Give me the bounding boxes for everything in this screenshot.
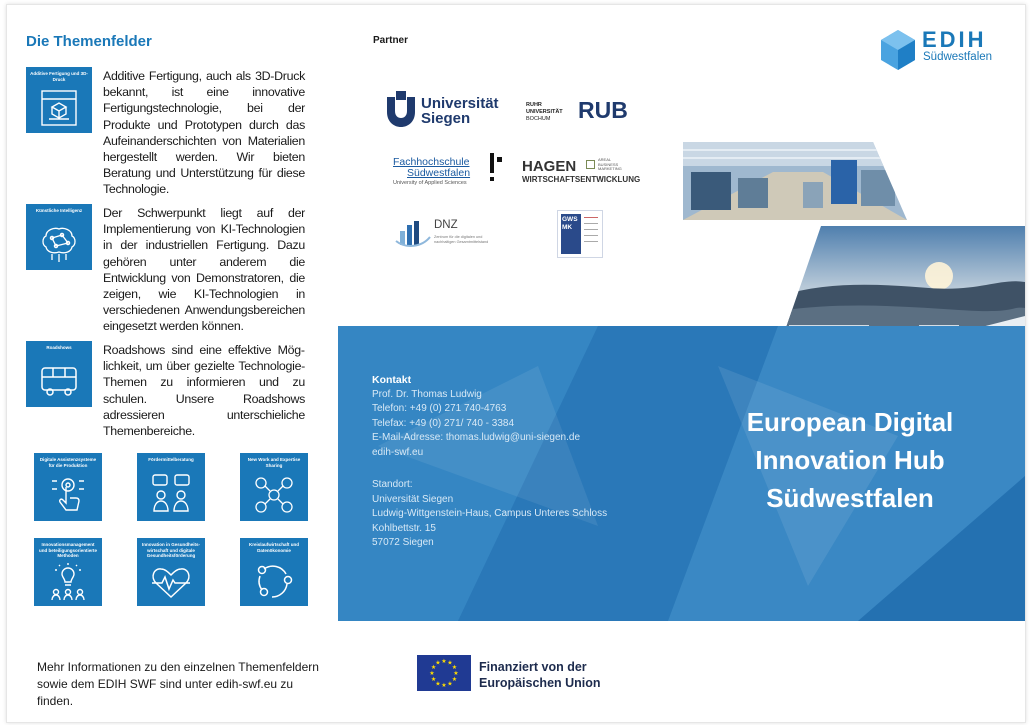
ai-brain-icon xyxy=(38,222,80,264)
grid-caption: Innovation in Gesundheitswirtschaft und digitale Gesundheitsförderung xyxy=(141,542,200,558)
contact-name: Prof. Dr. Thomas Ludwig xyxy=(372,388,482,400)
contact-website[interactable]: edih-swf.eu xyxy=(372,446,424,458)
logo-text: RUHR xyxy=(526,102,542,108)
svg-text:★: ★ xyxy=(447,659,453,667)
logo-text: AREAL xyxy=(598,157,612,162)
svg-text:★: ★ xyxy=(441,658,447,665)
site-line: Ludwig-Wittgenstein-Haus, Campus Unteres Schloss xyxy=(372,508,608,519)
edih-brand: EDIH xyxy=(922,27,987,52)
grid-tile-innovation xyxy=(34,538,102,606)
edih-brand-sub: Südwestfalen xyxy=(923,51,993,63)
grid-caption: Digitale Assistenzsysteme für die Produktion xyxy=(39,457,97,468)
logo-text: Universität xyxy=(421,95,499,112)
network-people-icon xyxy=(252,475,296,517)
grid-caption: Kreislaufwirtschaft und Datenökonomie xyxy=(248,542,299,553)
logo-line xyxy=(584,235,598,236)
svg-text:★: ★ xyxy=(447,680,453,688)
spacer xyxy=(372,460,607,478)
svg-text:★: ★ xyxy=(451,664,458,671)
touch-hand-icon xyxy=(49,475,87,517)
contact-block xyxy=(372,373,607,551)
grid-caption: New Work and Expertise Sharing xyxy=(247,457,301,468)
fh-logo-dot xyxy=(490,177,494,181)
svg-text:★: ★ xyxy=(451,676,458,683)
footer-line-2: sowie dem EDIH SWF sind unter edih-swf.eu zu finden. xyxy=(37,677,294,708)
logo-text: GWS xyxy=(562,216,578,223)
logo-line xyxy=(584,223,598,224)
title-line: European Digital xyxy=(746,407,954,437)
themes-heading: Die Themenfelder xyxy=(26,33,152,50)
rub-logo: RUB xyxy=(578,97,628,123)
dnz-logo-sub: Zentrum für die digitalen und nachhaltigen Gesamtmittelstand xyxy=(434,235,489,244)
hagen-logo-mark xyxy=(586,160,595,169)
eu-line-2: Europäischen Union xyxy=(479,676,601,690)
uni-siegen-logo-icon xyxy=(383,91,419,129)
svg-text:★: ★ xyxy=(430,676,437,683)
logo-line xyxy=(584,229,598,230)
title-line: Südwestfalen xyxy=(766,483,934,513)
svg-text:★: ★ xyxy=(435,680,441,688)
heartbeat-icon xyxy=(150,566,192,600)
logo-text: Südwestfalen xyxy=(407,167,471,179)
cycle-icon xyxy=(254,560,294,600)
gws-logo xyxy=(557,210,603,258)
eu-line-1: Finanziert von der xyxy=(479,660,587,674)
3d-printer-icon xyxy=(40,89,78,127)
logo-text: MARKETING xyxy=(598,166,622,171)
site-line: Kohlbettstr. 15 xyxy=(372,522,436,534)
footer-note xyxy=(37,659,327,710)
uni-siegen-logo xyxy=(421,96,499,126)
fh-logo-mark xyxy=(490,153,494,173)
fh-logo-dot xyxy=(497,157,502,162)
logo-text: Siegen xyxy=(421,110,471,127)
contact-phone: Telefon: +49 (0) 271 740-4763 xyxy=(372,403,507,414)
topic-tile-additive xyxy=(26,67,92,133)
grid-tile-newwork xyxy=(240,453,308,521)
hagen-logo-small xyxy=(598,158,622,172)
logo-text: Fachhochschule xyxy=(393,156,470,168)
eu-funding-text xyxy=(479,659,601,691)
contact-email[interactable]: E-Mail-Adresse: thomas.ludwig@uni-siegen.de xyxy=(372,432,581,443)
dnz-logo: DNZ xyxy=(434,219,458,231)
factory-photo xyxy=(683,142,907,220)
logo-text: UNIVERSITÄT xyxy=(526,109,563,115)
title-line: Innovation Hub xyxy=(755,445,945,475)
fh-logo xyxy=(393,157,470,187)
grid-caption: Fördermittelberatung xyxy=(148,457,194,462)
hub-title xyxy=(719,403,981,517)
lightbulb-team-icon xyxy=(48,562,88,602)
brochure-page xyxy=(6,4,1026,723)
site-line: Universität Siegen xyxy=(372,493,454,505)
bus-icon xyxy=(39,363,79,399)
dnz-logo-icon xyxy=(394,217,432,249)
contact-fax: Telefax: +49 (0) 271/ 740 - 3384 xyxy=(372,417,515,429)
topic-caption: Roadshows xyxy=(46,345,72,350)
eu-flag xyxy=(417,655,471,691)
grid-tile-assist xyxy=(34,453,102,521)
contact-label: Kontakt xyxy=(372,374,412,386)
svg-text:★: ★ xyxy=(430,664,437,671)
hagen-logo: HAGEN xyxy=(522,158,577,175)
svg-text:★: ★ xyxy=(453,670,459,677)
rub-logo-small xyxy=(526,102,563,123)
logo-text: BOCHUM xyxy=(526,116,551,122)
logo-text: MK xyxy=(562,224,573,231)
topic-tile-ai xyxy=(26,204,92,270)
svg-text:★: ★ xyxy=(441,682,447,689)
svg-text:★: ★ xyxy=(429,670,435,677)
svg-text:★: ★ xyxy=(435,659,441,667)
edih-hexagon-icon xyxy=(879,29,917,71)
topic-caption: Additive Fertigung und 3D-Druck xyxy=(30,71,88,82)
logo-line xyxy=(584,241,598,242)
site-line: 57072 Siegen xyxy=(372,537,434,548)
logo-text: BUSINESS xyxy=(598,161,619,167)
footer-line-1: Mehr Informationen zu den einzelnen Themenfeldern xyxy=(37,660,319,674)
gws-logo-mark xyxy=(561,214,581,254)
logo-text: University of Applied Sciences xyxy=(393,180,467,186)
topic-text-ai: Der Schwerpunkt liegt auf der Implementierung von KI-Technologien in der industriellen Fertigung. Dazu gehören unter anderem die Entwicklung von Demonstratoren, die zeigen, wie KI-Technologien in verschiedenen Anwendungsbereichen eingesetzt werden können. xyxy=(103,206,305,334)
eu-stars-icon xyxy=(417,655,471,691)
grid-tile-health xyxy=(137,538,205,606)
site-label: Standort: xyxy=(372,479,413,490)
topic-text-roadshows: Roadshows sind eine effektive Möglichkeit, um über gezielte Technologie-Themen zu informieren und zu schulen. Unsere Roadshows adressieren unterschieliche Themenbereiche. xyxy=(103,343,305,439)
consulting-people-icon xyxy=(151,473,191,517)
hagen-logo-sub: WIRTSCHAFTSENTWICKLUNG xyxy=(522,175,641,184)
grid-tile-funding xyxy=(137,453,205,521)
topic-caption: Künstliche Intelligenz xyxy=(35,208,83,213)
partner-label: Partner xyxy=(373,35,409,46)
topic-text-additive: Additive Fertigung, auch als 3D-Druck bekannt, ist eine innovative Fertigungstechnologie, bei der Produkte und Prototypen durch das Aufeinanderschichten von Materialien hergestellt werden. Wir bieten Beratung und Unterstützung für diese Technologie. xyxy=(103,69,305,197)
logo-line xyxy=(584,217,598,218)
grid-caption: Innovationsmanagement und beteiligungsorientierte Methoden xyxy=(38,542,97,558)
grid-tile-circular xyxy=(240,538,308,606)
topic-tile-roadshows xyxy=(26,341,92,407)
